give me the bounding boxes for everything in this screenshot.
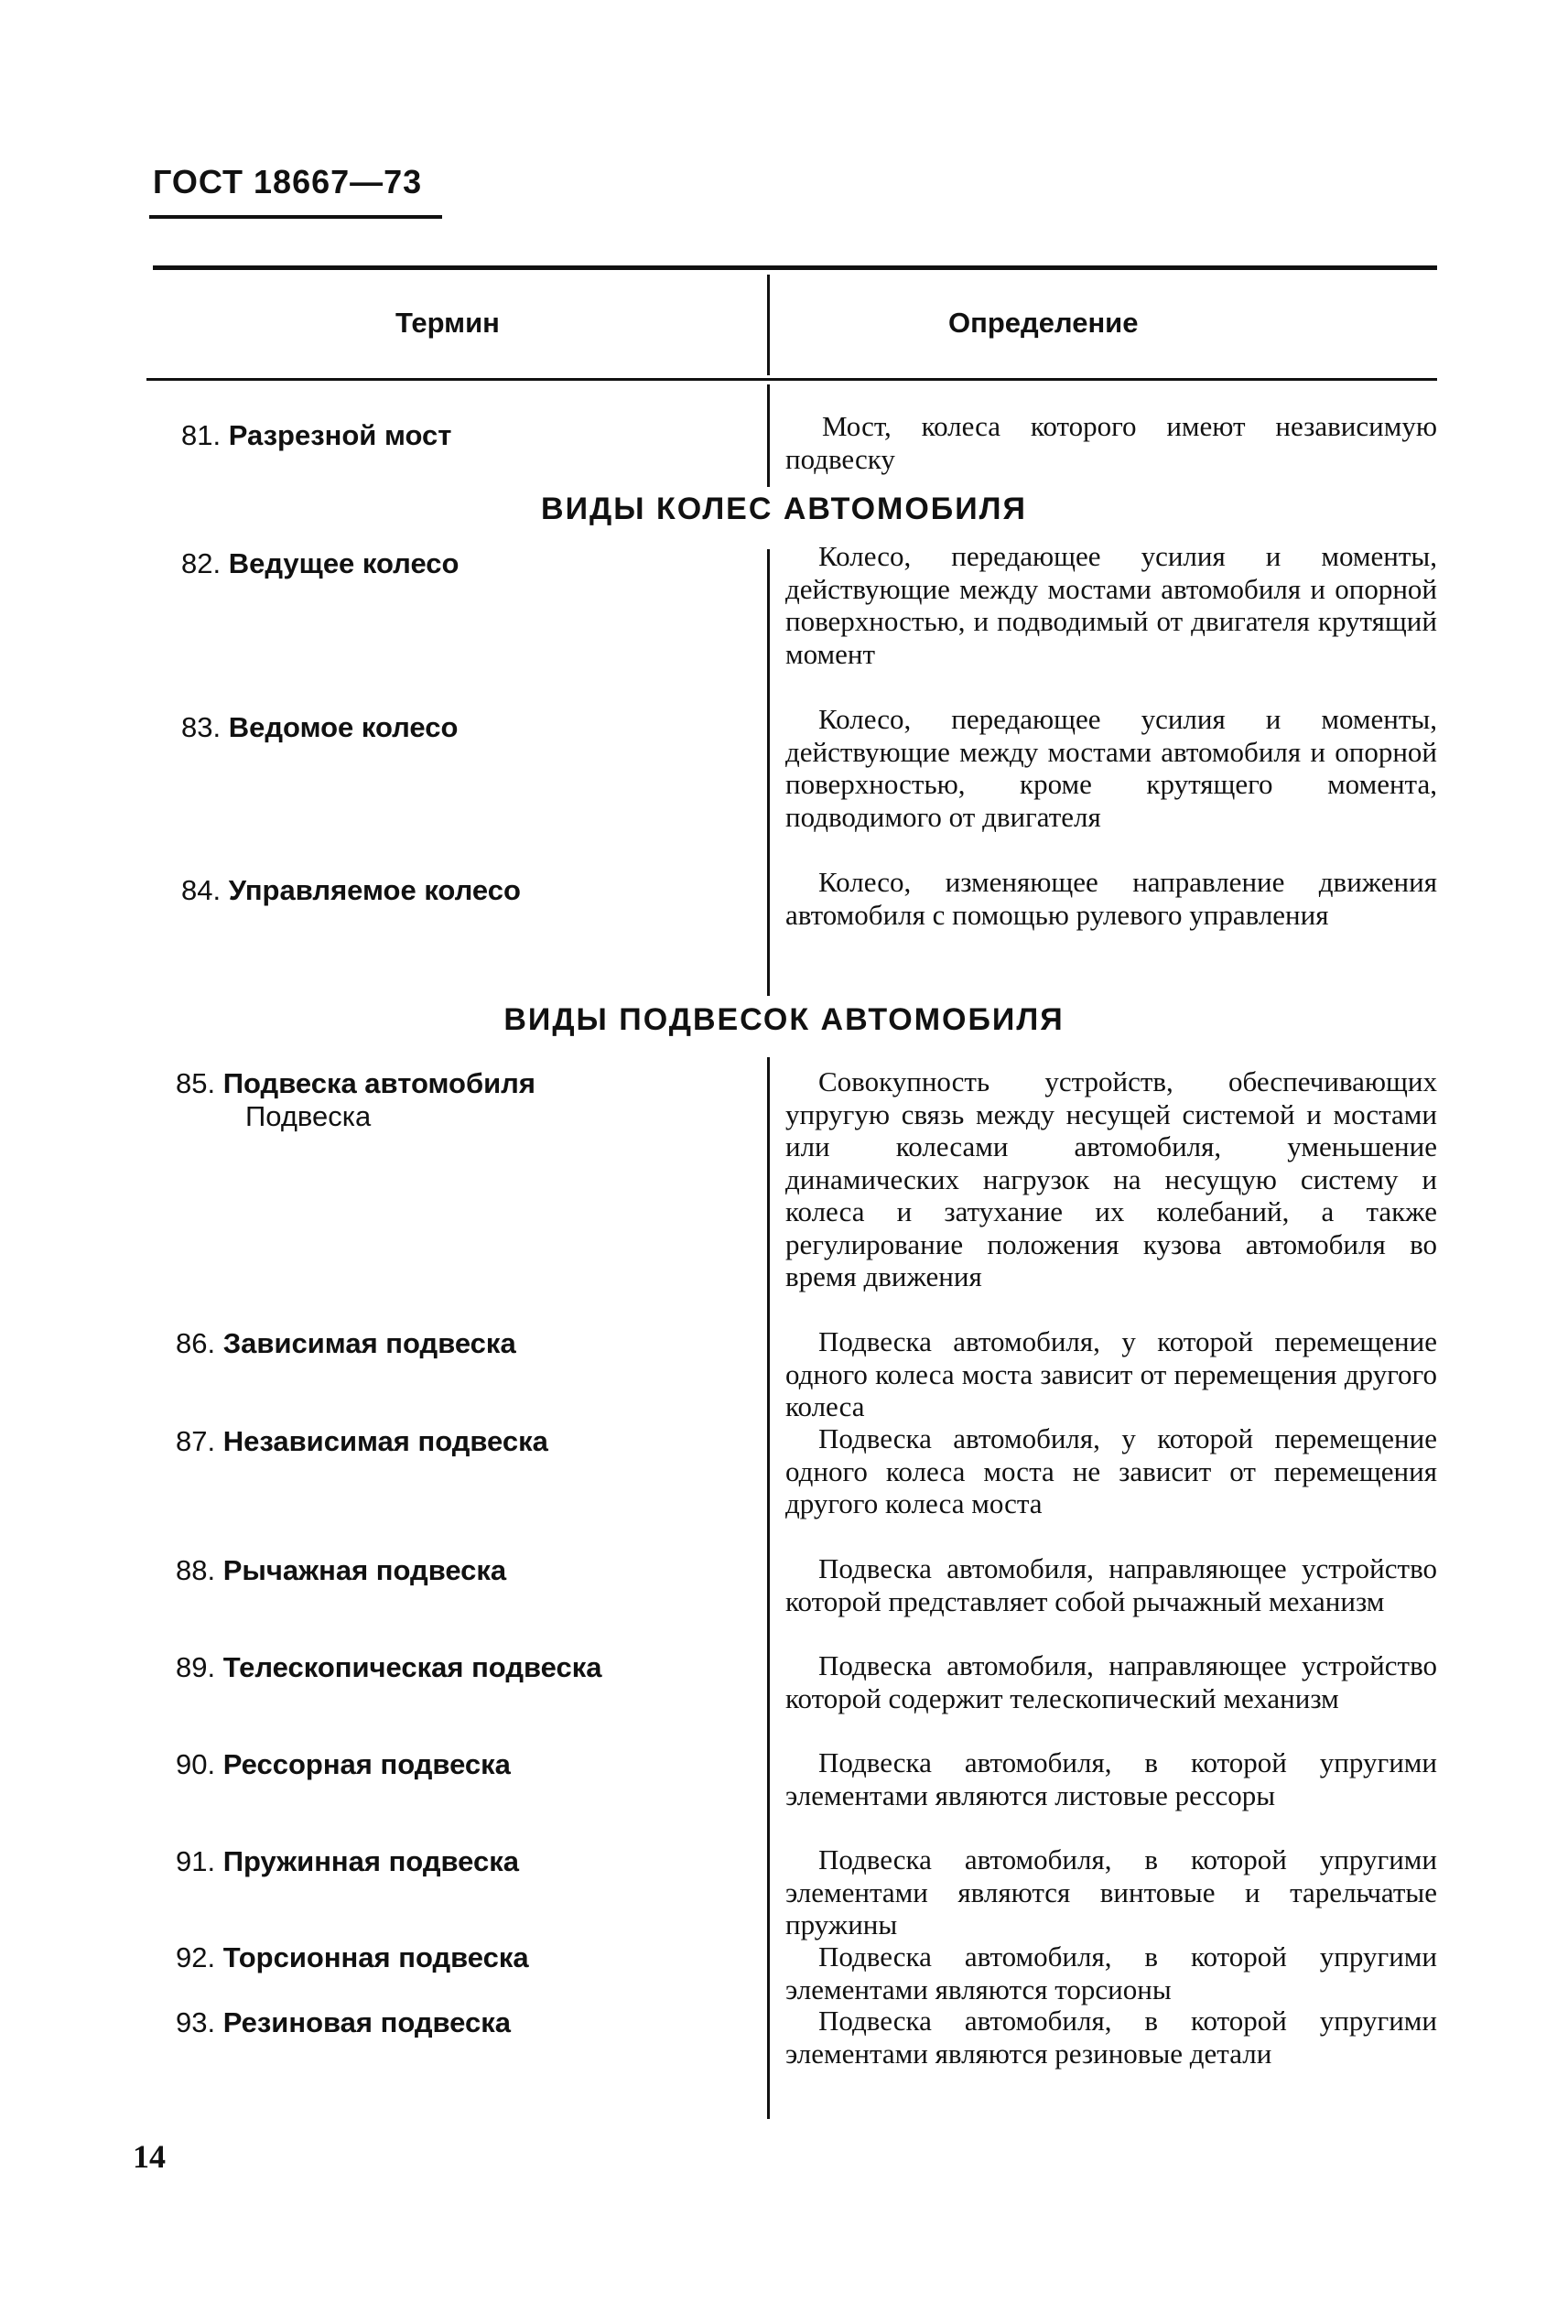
term-text: Разрезной мост	[228, 419, 452, 451]
term-text: Зависимая подвеска	[222, 1327, 516, 1359]
page-number: 14	[133, 2138, 166, 2175]
definition-85: Совокупность устройств, обеспечивающих упругую связь между несущей системой и мостами или колесами автомобиля, уменьшение динамических нагрузок на несущую систему и колеса и затухание их колебаний, а также регулирование положения кузова автомобиля во время движения	[785, 1065, 1437, 1292]
term-89	[176, 1651, 601, 1684]
definition-81: Мост, колеса которого имеют независимую подвеску	[785, 410, 1437, 475]
header-underline	[149, 215, 442, 219]
term-text: Ведомое колесо	[228, 711, 459, 743]
term-number: 88.	[176, 1554, 216, 1586]
term-text: Пружинная подвеска	[222, 1845, 519, 1877]
definition-88: Подвеска автомобиля, направляющее устройство которой представляет собой рычажный механизм	[785, 1552, 1437, 1617]
column-header-definition: Определение	[948, 307, 1139, 339]
term-81	[181, 419, 451, 452]
column-divider	[767, 384, 770, 487]
term-87	[176, 1425, 548, 1458]
term-number: 92.	[176, 1941, 216, 1973]
term-83	[181, 711, 458, 744]
term-91	[176, 1845, 519, 1878]
term-text: Рычажная подвеска	[222, 1554, 507, 1586]
table-header-rule	[146, 378, 1437, 381]
definition-92: Подвеска автомобиля, в которой упругими элементами являются торсионы	[785, 1940, 1437, 2005]
definition-89: Подвеска автомобиля, направляющее устройство которой содержит телескопический механизм	[785, 1649, 1437, 1714]
column-header-term: Термин	[395, 307, 500, 339]
term-82	[181, 547, 459, 580]
term-number: 87.	[176, 1425, 216, 1457]
term-text: Подвеска автомобиля	[222, 1067, 535, 1099]
term-number: 84.	[181, 874, 222, 906]
document-id: ГОСТ 18667—73	[153, 163, 423, 200]
term-85-synonym: Подвеска	[245, 1100, 372, 1132]
term-number: 89.	[176, 1651, 216, 1683]
column-divider-header	[767, 275, 770, 375]
definition-90: Подвеска автомобиля, в которой упругими элементами являются листовые рессоры	[785, 1746, 1437, 1811]
term-number: 90.	[176, 1748, 216, 1780]
term-text: Ведущее колесо	[228, 547, 460, 579]
term-90	[176, 1748, 511, 1781]
table-top-rule	[153, 265, 1437, 270]
definition-84: Колесо, изменяющее направление движения автомобиля с помощью рулевого управления	[785, 866, 1437, 931]
term-85	[176, 1067, 535, 1100]
term-88	[176, 1554, 506, 1587]
term-text: Управляемое колесо	[228, 874, 521, 906]
column-divider	[767, 549, 770, 996]
section-title-wheels: ВИДЫ КОЛЕС АВТОМОБИЛЯ	[541, 492, 1027, 526]
term-number: 82.	[181, 547, 222, 579]
section-title-suspensions: ВИДЫ ПОДВЕСОК АВТОМОБИЛЯ	[503, 1002, 1065, 1037]
term-number: 86.	[176, 1327, 216, 1359]
term-text: Рессорная подвеска	[222, 1748, 511, 1780]
term-number: 81.	[181, 419, 222, 451]
term-92	[176, 1941, 529, 1974]
term-number: 85.	[176, 1067, 216, 1099]
term-text: Независимая подвеска	[222, 1425, 548, 1457]
term-93	[176, 2006, 511, 2039]
term-84	[181, 874, 521, 907]
term-text: Резиновая подвеска	[222, 2006, 512, 2038]
term-text: Телескопическая подвеска	[222, 1651, 602, 1683]
definition-87: Подвеска автомобиля, у которой перемещение одного колеса моста не зависит от перемещения другого колеса моста	[785, 1422, 1437, 1519]
term-text: Торсионная подвеска	[222, 1941, 529, 1973]
definition-91: Подвеска автомобиля, в которой упругими элементами являются винтовые и тарельчатые пружины	[785, 1843, 1437, 1940]
term-86	[176, 1327, 516, 1360]
column-divider	[767, 1057, 770, 2119]
term-number: 91.	[176, 1845, 216, 1877]
definition-86: Подвеска автомобиля, у которой перемещение одного колеса моста зависит от перемещения другого колеса	[785, 1325, 1437, 1422]
term-number: 93.	[176, 2006, 216, 2038]
definition-82: Колесо, передающее усилия и моменты, действующие между мостами автомобиля и опорной поверхностью, и подводимый от двигателя крутящий момент	[785, 540, 1437, 670]
term-number: 83.	[181, 711, 222, 743]
definition-93: Подвеска автомобиля, в которой упругими элементами являются резиновые детали	[785, 2005, 1437, 2070]
definition-83: Колесо, передающее усилия и моменты, действующие между мостами автомобиля и опорной поверхностью, кроме крутящего момента, подводимого от двигателя	[785, 703, 1437, 833]
